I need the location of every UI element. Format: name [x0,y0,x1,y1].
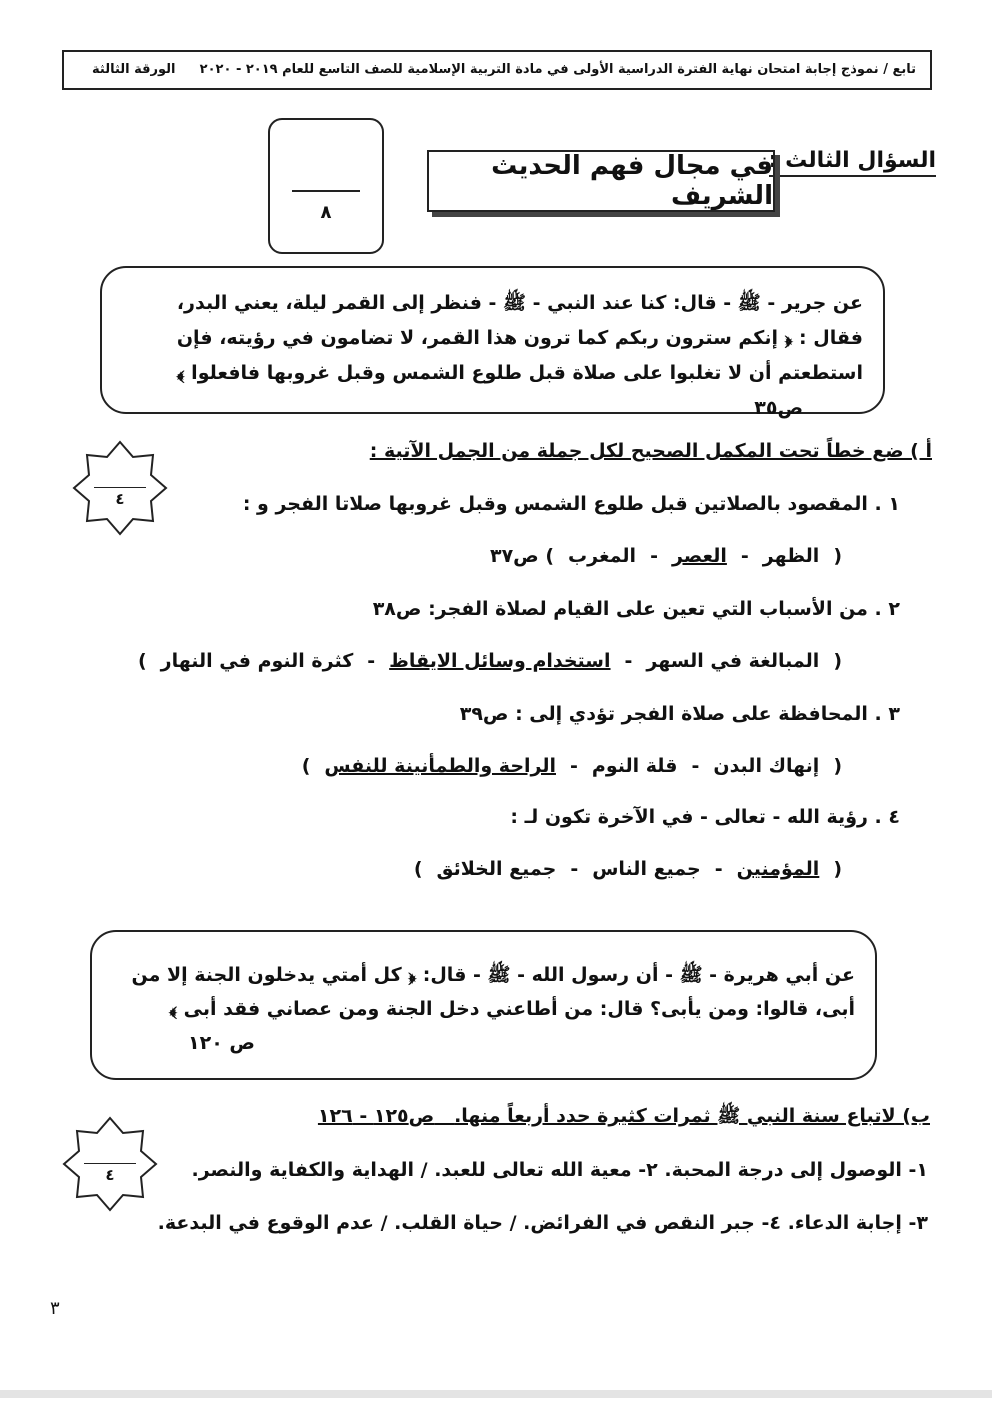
item-3-option-1: إنهاك البدن [713,755,820,777]
bottom-scan-edge [0,1390,992,1398]
part-b-title [318,1104,930,1132]
item-3-options: (إنهاك البدن-قلة النوم-الراحة والطمأنينة للنفس) [301,755,842,777]
hadith-2-ref: ص ١٢٠ [188,1032,255,1054]
part-b-question: ب) لاتباع سنة النبي ﷺ ثمرات كثيرة حدد أربعاً منها. [454,1105,930,1127]
question-score-box [268,118,384,254]
part-b-score: ٤ [105,1166,115,1184]
part-a-score-line [94,487,146,488]
item-2-option-2: استخدام وسائل الايقاظ [389,650,611,672]
item-3-option-2: قلة النوم [591,755,678,777]
part-a-score: ٤ [115,490,125,508]
question-score: ٨ [320,202,332,223]
star-shape [62,1116,158,1212]
header-page-label: الورقة الثالثة [92,62,176,77]
item-1-option-2: العصر [671,545,727,567]
item-3-stem: ٣ . المحافظة على صلاة الفجر تؤدي إلى : ص٣٩ [459,703,900,725]
item-4-stem: ٤ . رؤية الله - تعالى - في الآخرة تكون لـ : [510,806,900,828]
part-a-score-star [72,440,168,536]
hadith-1-ref: ص٣٥ [754,397,803,419]
question-title: في مجال فهم الحديث الشريف [427,150,775,212]
item-2-option-3: كثرة النوم في النهار [160,650,354,672]
header-title: تابع / نموذج إجابة امتحان نهاية الفترة الدراسية الأولى في مادة التربية الإسلامية للصف التاسع للعام ٢٠١٩ - ٢٠٢٠ [199,62,916,77]
item-4-option-3: جميع الخلائق [436,858,557,880]
hadith-1-text: عن جرير - ﷺ - قال: كنا عند النبي - ﷺ - فنظر إلى القمر ليلة، يعني البدر، فقال : ﴿ إنكم سترون ربكم كما ترون هذا القمر، لا تضامون في رؤيته، فإن استطعتم أن لا تغلبوا على صلاة قبل طلوع الشمس وقبل غروبها فافعلوا ﴾ [176,292,863,384]
item-1-ref: ص٣٧ [489,545,539,567]
part-b-answer-1: ١- الوصول إلى درجة المحبة. ٢- معية الله تعالى للعبد. / الهداية والكفاية والنصر. [191,1159,928,1181]
item-1-stem: ١ . المقصود بالصلاتين قبل طلوع الشمس وقبل غروبها صلاتا الفجر و : [242,493,900,515]
hadith-box-1 [100,266,885,419]
item-3-option-3: الراحة والطمأنينة للنفس [324,755,556,777]
item-2-option-1: المبالغة في السهر [646,650,820,672]
item-1-options: (الظهر-العصر-المغرب) ص٣٧ [489,545,842,567]
item-4-option-2: جميع الناس [592,858,701,880]
item-1-option-1: الظهر [762,545,820,567]
header-box [62,50,932,90]
hadith-box-2 [90,930,877,1080]
item-2-stem: ٢ . من الأسباب التي تعين على القيام لصلاة الفجر: ص٣٨ [372,598,900,620]
star-shape [72,440,168,536]
item-2-options: (المبالغة في السهر-استخدام وسائل الايقاظ-كثرة النوم في النهار) [137,650,842,672]
score-line [292,190,360,192]
page-number: ٣ [50,1298,60,1319]
part-b-ref: ص١٢٥ - ١٢٦ [317,1105,435,1127]
part-b-answer-2: ٣- إجابة الدعاء. ٤- جبر النقص في الفرائض. / حياة القلب. / عدم الوقوع في البدعة. [157,1212,928,1234]
item-4-options: (المؤمنين-جميع الناس-جميع الخلائق) [413,858,842,880]
item-1-option-3: المغرب [568,545,637,567]
part-b-score-star [62,1116,158,1212]
part-b-score-line [84,1163,136,1164]
part-a-title: أ ) ضع خطاً تحت المكمل الصحيح لكل جملة من الجمل الآتية : [369,440,932,462]
question-label: السؤال الثالث : [769,148,936,177]
item-4-option-1: المؤمنين [736,858,820,880]
hadith-2-text: عن أبي هريرة - ﷺ - أن رسول الله - ﷺ - قال: ﴿ كل أمتي يدخلون الجنة إلا من أبى، قالوا: ومن يأبى؟ قال: من أطاعني دخل الجنة ومن عصاني فقد أبى ﴾ [131,964,855,1020]
